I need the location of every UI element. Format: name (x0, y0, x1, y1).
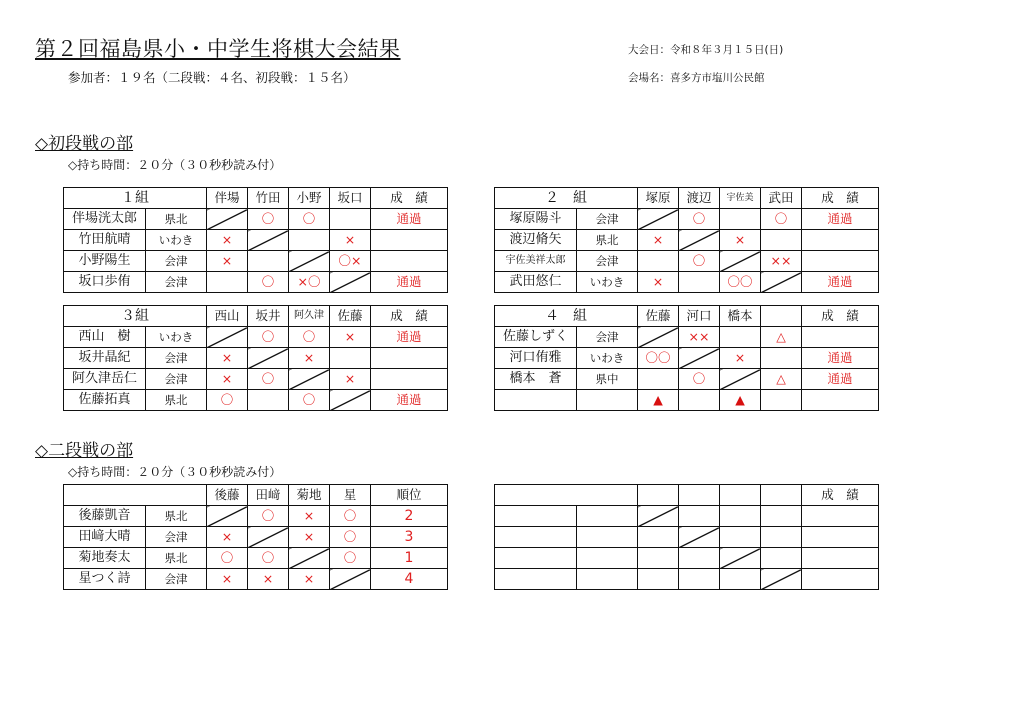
blank-cell (802, 506, 879, 527)
match-cell: 〇 (679, 369, 720, 390)
result-cell (802, 390, 879, 411)
match-cell: 〇 (289, 209, 330, 230)
player-region: 会津 (146, 272, 207, 293)
match-cell: × (207, 251, 248, 272)
player-name: 後藤凱音 (64, 506, 146, 527)
match-cell (289, 230, 330, 251)
opponent-header: 西山 (207, 306, 248, 327)
player-name: 宇佐美祥太郎 (495, 251, 577, 272)
player-region: いわき (577, 348, 638, 369)
match-cell (679, 348, 720, 369)
match-cell: 〇 (248, 327, 289, 348)
match-cell (638, 369, 679, 390)
participant-count: 参加者：１９名（二段戦：４名、初段戦：１５名） (68, 70, 356, 85)
group-2-table (494, 187, 879, 293)
nidan-table (63, 484, 448, 590)
match-cell: × (330, 327, 371, 348)
match-cell: △ (761, 327, 802, 348)
result-header: 成 績 (802, 306, 879, 327)
match-cell: × (330, 369, 371, 390)
opponent-header: 坂井 (248, 306, 289, 327)
blank-cell (495, 506, 577, 527)
blank-cell (577, 506, 638, 527)
match-cell: 〇 (679, 251, 720, 272)
match-cell (638, 327, 679, 348)
group-label: ４ 組 (495, 306, 638, 327)
shodan-time-rule: ◇持ち時間：２０分（３０秒秒読み付） (68, 158, 282, 172)
player-name: 橋本 蒼 (495, 369, 577, 390)
result-cell: 通過 (371, 390, 448, 411)
match-cell (207, 209, 248, 230)
player-name: 坂井晶紀 (64, 348, 146, 369)
match-cell: × (207, 569, 248, 590)
match-cell: 〇 (679, 209, 720, 230)
match-cell: 〇 (248, 272, 289, 293)
result-header: 成 績 (371, 306, 448, 327)
group-label: ３組 (64, 306, 207, 327)
player-name: 佐藤拓真 (64, 390, 146, 411)
match-cell: 〇 (330, 527, 371, 548)
opponent-header: 佐藤 (638, 306, 679, 327)
match-cell: 〇 (207, 390, 248, 411)
blank-cell (679, 569, 720, 590)
player-name: 西山 樹 (64, 327, 146, 348)
group-label: ２ 組 (495, 188, 638, 209)
match-cell: × (207, 230, 248, 251)
opponent-header: 伴場 (207, 188, 248, 209)
match-cell: 〇 (248, 369, 289, 390)
rank-header: 順位 (371, 485, 448, 506)
player-name (495, 390, 577, 411)
match-cell (761, 230, 802, 251)
group-3-table (63, 305, 448, 411)
result-cell (802, 251, 879, 272)
match-cell (248, 390, 289, 411)
opponent-header: 坂口 (330, 188, 371, 209)
blank-cell (802, 548, 879, 569)
blank-cell (679, 485, 720, 506)
result-cell: 通過 (802, 272, 879, 293)
nidan-section-title: ◇二段戦の部 (35, 441, 134, 461)
match-cell: × (289, 527, 330, 548)
match-cell: 〇 (289, 390, 330, 411)
match-cell (720, 327, 761, 348)
blank-cell (495, 527, 577, 548)
blank-cell (720, 548, 761, 569)
match-cell: × (638, 230, 679, 251)
match-cell (761, 390, 802, 411)
result-cell: 通過 (371, 272, 448, 293)
match-cell (248, 230, 289, 251)
triangle-marker: ▲ (638, 390, 679, 411)
event-venue: 会場名：喜多方市塩川公民館 (628, 72, 765, 84)
result-cell (802, 230, 879, 251)
blank-cell (638, 569, 679, 590)
match-cell (289, 548, 330, 569)
player-region: 会津 (146, 348, 207, 369)
opponent-header: 宇佐美 (720, 188, 761, 209)
opponent-header: 星 (330, 485, 371, 506)
player-region: 県北 (146, 548, 207, 569)
match-cell: 〇 (248, 548, 289, 569)
blank-cell (761, 569, 802, 590)
blank-cell (761, 485, 802, 506)
blank-cell (720, 485, 761, 506)
match-cell: 〇 (330, 548, 371, 569)
player-name: 田﨑大晴 (64, 527, 146, 548)
match-cell (679, 390, 720, 411)
blank-cell (638, 548, 679, 569)
player-name: 竹田航晴 (64, 230, 146, 251)
group-label: １組 (64, 188, 207, 209)
match-cell (761, 272, 802, 293)
player-region: 県北 (577, 230, 638, 251)
player-name: 菊地奏太 (64, 548, 146, 569)
result-cell: 通過 (802, 369, 879, 390)
result-cell (371, 251, 448, 272)
result-cell (371, 230, 448, 251)
result-cell: 通過 (802, 209, 879, 230)
blank-cell (720, 527, 761, 548)
result-cell (802, 327, 879, 348)
player-name: 武田悠仁 (495, 272, 577, 293)
match-cell: 〇〇 (720, 272, 761, 293)
opponent-header: 佐藤 (330, 306, 371, 327)
player-region: 会津 (146, 251, 207, 272)
nidan-header-blank (64, 485, 207, 506)
blank-cell (638, 506, 679, 527)
match-cell: × (207, 527, 248, 548)
match-cell: × (289, 348, 330, 369)
match-cell: × (207, 348, 248, 369)
player-region: 会津 (146, 569, 207, 590)
match-cell: ×× (679, 327, 720, 348)
result-cell (371, 348, 448, 369)
opponent-header: 塚原 (638, 188, 679, 209)
opponent-header: 田﨑 (248, 485, 289, 506)
match-cell: 〇 (761, 209, 802, 230)
triangle-marker: ▲ (720, 390, 761, 411)
group-4-table (494, 305, 879, 411)
player-region: いわき (146, 327, 207, 348)
player-region: 県中 (577, 369, 638, 390)
result-header: 成 績 (802, 188, 879, 209)
player-region: 会津 (577, 251, 638, 272)
opponent-header: 橋本 (720, 306, 761, 327)
opponent-header: 武田 (761, 188, 802, 209)
player-region: 県北 (146, 390, 207, 411)
match-cell (638, 209, 679, 230)
match-cell: ×× (761, 251, 802, 272)
blank-cell (577, 527, 638, 548)
blank-cell (577, 548, 638, 569)
match-cell (289, 369, 330, 390)
blank-cell (577, 569, 638, 590)
match-cell: × (289, 506, 330, 527)
match-cell (248, 348, 289, 369)
shodan-section-title: ◇初段戦の部 (35, 134, 134, 154)
match-cell: 〇× (330, 251, 371, 272)
player-name: 小野陽生 (64, 251, 146, 272)
result-header: 成 績 (802, 485, 879, 506)
result-cell: 通過 (371, 209, 448, 230)
match-cell: △ (761, 369, 802, 390)
opponent-header: 阿久津 (289, 306, 330, 327)
player-name: 坂口歩侑 (64, 272, 146, 293)
match-cell: 〇 (289, 327, 330, 348)
opponent-header: 河口 (679, 306, 720, 327)
match-cell: 〇 (330, 506, 371, 527)
blank-cell (761, 506, 802, 527)
match-cell: × (638, 272, 679, 293)
blank-cell (495, 548, 577, 569)
match-cell (330, 209, 371, 230)
match-cell: 〇 (207, 548, 248, 569)
opponent-header: 竹田 (248, 188, 289, 209)
player-name: 河口侑雅 (495, 348, 577, 369)
player-region: 会津 (577, 209, 638, 230)
match-cell: 〇〇 (638, 348, 679, 369)
match-cell (720, 369, 761, 390)
page-title: 第２回福島県小・中学生将棋大会結果 (35, 37, 401, 61)
result-header: 成 績 (371, 188, 448, 209)
match-cell (638, 251, 679, 272)
player-region: 会津 (146, 527, 207, 548)
blank-cell (679, 527, 720, 548)
match-cell (207, 506, 248, 527)
match-cell: × (720, 348, 761, 369)
match-cell (679, 272, 720, 293)
blank-table (494, 484, 879, 590)
match-cell (679, 230, 720, 251)
blank-cell (802, 569, 879, 590)
opponent-header: 菊地 (289, 485, 330, 506)
match-cell (330, 390, 371, 411)
match-cell: × (720, 230, 761, 251)
match-cell (330, 272, 371, 293)
match-cell: 〇 (248, 506, 289, 527)
event-date: 大会日：令和８年３月１５日(日) (628, 44, 784, 56)
match-cell (207, 327, 248, 348)
blank-cell (802, 527, 879, 548)
opponent-header (761, 306, 802, 327)
player-name: 阿久津岳仁 (64, 369, 146, 390)
match-cell: × (207, 369, 248, 390)
opponent-header: 渡辺 (679, 188, 720, 209)
match-cell (761, 348, 802, 369)
player-region: 県北 (146, 209, 207, 230)
group-1-table (63, 187, 448, 293)
rank-cell: 1 (371, 548, 448, 569)
match-cell (330, 348, 371, 369)
player-name: 星つく詩 (64, 569, 146, 590)
player-region: 会津 (146, 369, 207, 390)
player-name: 伴場洸太郎 (64, 209, 146, 230)
player-region: 県北 (146, 506, 207, 527)
opponent-header: 後藤 (207, 485, 248, 506)
match-cell (248, 527, 289, 548)
match-cell (720, 209, 761, 230)
player-region: 会津 (577, 327, 638, 348)
match-cell (248, 251, 289, 272)
player-name: 渡辺脩矢 (495, 230, 577, 251)
blank-cell (720, 506, 761, 527)
opponent-header: 小野 (289, 188, 330, 209)
nidan-time-rule: ◇持ち時間：２０分（３０秒秒読み付） (68, 465, 282, 479)
player-region: いわき (146, 230, 207, 251)
blank-cell (761, 548, 802, 569)
blank-cell (495, 485, 638, 506)
rank-cell: 3 (371, 527, 448, 548)
match-cell: ×〇 (289, 272, 330, 293)
player-name: 塚原陽斗 (495, 209, 577, 230)
blank-cell (761, 527, 802, 548)
player-name: 佐藤しずく (495, 327, 577, 348)
result-cell: 通過 (371, 327, 448, 348)
match-cell (720, 251, 761, 272)
blank-cell (495, 569, 577, 590)
player-region: いわき (577, 272, 638, 293)
blank-cell (679, 548, 720, 569)
result-cell (371, 369, 448, 390)
match-cell (330, 569, 371, 590)
blank-cell (638, 527, 679, 548)
match-cell: 〇 (248, 209, 289, 230)
blank-cell (720, 569, 761, 590)
blank-cell (638, 485, 679, 506)
rank-cell: 4 (371, 569, 448, 590)
match-cell: × (248, 569, 289, 590)
result-cell: 通過 (802, 348, 879, 369)
player-region (577, 390, 638, 411)
rank-cell: 2 (371, 506, 448, 527)
match-cell (289, 251, 330, 272)
match-cell: × (289, 569, 330, 590)
blank-cell (679, 506, 720, 527)
match-cell (207, 272, 248, 293)
match-cell: × (330, 230, 371, 251)
